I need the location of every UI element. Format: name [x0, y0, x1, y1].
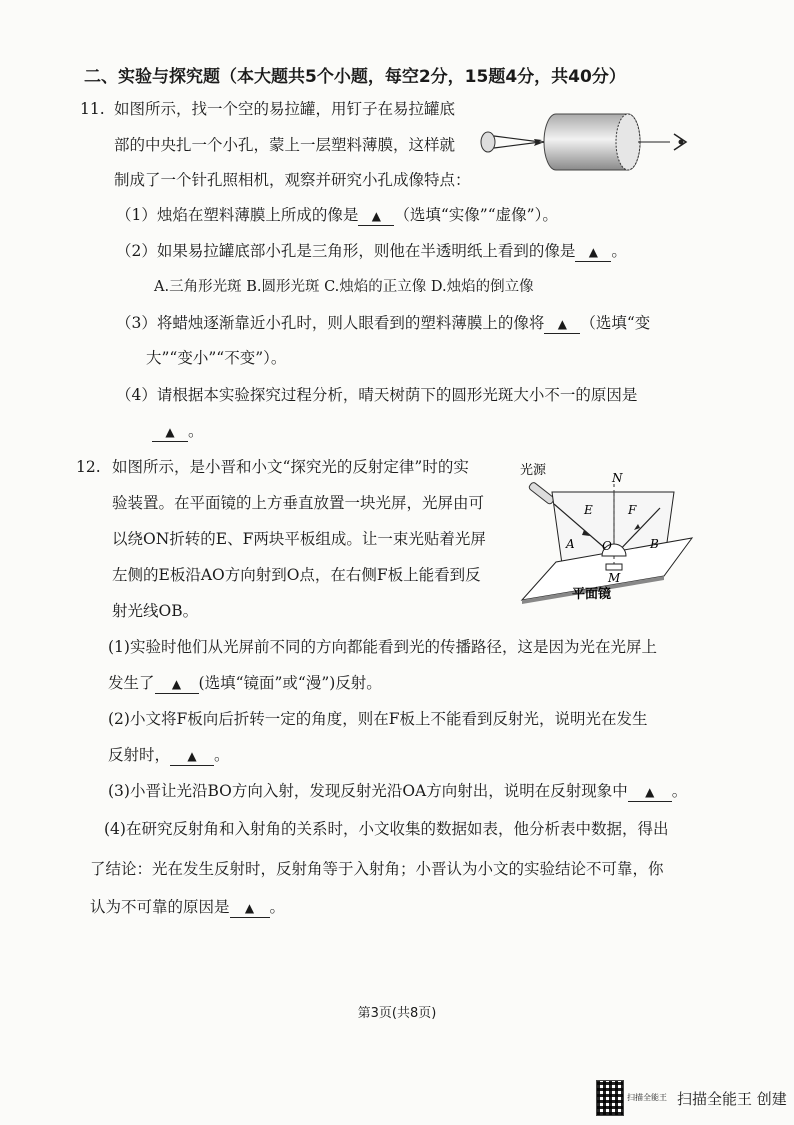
watermark-text: 扫描全能王 创建: [677, 1089, 787, 1108]
q12-stem-line-5: 射光线OB。: [112, 602, 199, 620]
q11-part-2-suffix: 。: [611, 242, 627, 260]
blank-mark: ▲: [244, 901, 255, 915]
answer-blank[interactable]: [628, 782, 672, 802]
light-source-label: 光源: [520, 463, 547, 478]
mirror-label: 平面镜: [572, 587, 612, 602]
label-f: F: [628, 503, 637, 517]
blank-mark: ▲: [171, 677, 182, 691]
q12-number: 12.: [76, 458, 101, 476]
pinhole-camera-figure: [478, 106, 710, 172]
blank-mark: ▲: [588, 245, 598, 259]
answer-blank[interactable]: [155, 674, 199, 694]
answer-blank[interactable]: [170, 746, 214, 766]
q11-number: 11.: [80, 100, 105, 118]
page-number-footer: 第3页(共8页): [357, 1006, 437, 1021]
q12-part-4-suffix: 。: [269, 898, 286, 916]
q12-stem-line-4: 左侧的E板沿AO方向射到O点，在右侧F板上能看到反: [112, 566, 481, 584]
section-title: 二、实验与探究题（本大题共5个小题，每空2分，15题4分，共40分）: [84, 67, 626, 87]
q12-part-4-text: 认为不可靠的原因是: [90, 898, 230, 916]
q11-part-4-suffix: 。: [188, 422, 204, 440]
q11-stem-line-3: 制成了一个针孔照相机，观察并研究小孔成像特点：: [114, 171, 471, 189]
q12-part-1-text: 发生了: [108, 674, 155, 692]
answer-blank[interactable]: [152, 422, 188, 442]
laser-pointer-shape: [528, 481, 555, 505]
scanner-watermark: [596, 1080, 787, 1116]
q11-part-2-text: （2）如果易拉罐底部小孔是三角形，则他在半透明纸上看到的像是: [116, 242, 576, 260]
answer-blank[interactable]: [230, 898, 270, 918]
q11-part-3-suffix: （选填“变: [580, 314, 651, 332]
blank-mark: ▲: [645, 785, 655, 799]
q11-stem-line-2: 部的中央扎一个小孔，蒙上一层塑料薄膜，这样就: [114, 136, 456, 154]
q11-part-4: （4）请根据本实验探究过程分析，晴天树荫下的圆形光斑大小不一的原因是: [116, 386, 638, 404]
q12-part-4: [90, 896, 285, 918]
q12-part-1-suffix: (选填“镜面”或“漫”)反射。: [198, 674, 382, 692]
reflection-experiment-figure: [514, 458, 694, 608]
q12-part-2-suffix: 。: [214, 746, 230, 764]
q11-stem-line-1: 如图所示，找一个空的易拉罐，用钉子在易拉罐底: [114, 100, 456, 118]
q11-part-1-suffix: （选填“实像”“虚像”）。: [394, 206, 558, 224]
candle-flame-shape: [481, 132, 495, 152]
blank-mark: ▲: [187, 749, 197, 763]
q11-part-3-text: （3）将蜡烛逐渐靠近小孔时，则人眼看到的塑料薄膜上的像将: [116, 314, 545, 332]
blank-mark: ▲: [165, 425, 175, 439]
q12-part-3-suffix: 。: [671, 782, 688, 800]
q12-part-3-text: (3)小晋让光沿BO方向入射，发现反射光沿OA方向射出，说明在反射现象中: [108, 782, 628, 800]
answer-blank[interactable]: [575, 242, 611, 262]
q11-part-2: [116, 240, 627, 262]
q12-stem-line-1: 如图所示，是小晋和小文“探究光的反射定律”时的实: [112, 458, 469, 476]
q12-stem-line-3: 以绕ON折转的E、F两块平板组成。让一束光贴着光屏: [112, 530, 486, 548]
q11-part-1: [116, 204, 558, 226]
q12-part-3: [108, 780, 687, 802]
q11-part-3-line-2: 大”“变小”“不变”）。: [146, 349, 287, 367]
label-o: O: [602, 539, 612, 553]
answer-blank[interactable]: [358, 206, 394, 226]
qr-code-icon: [596, 1080, 624, 1116]
q12-part-4-line-1: (4)在研究反射角和入射角的关系时，小文收集的数据如表，他分析表中数据，得出: [104, 820, 669, 838]
q12-part-2-line-1: (2)小文将F板向后折转一定的角度，则在F板上不能看到反射光，说明光在发生: [108, 710, 648, 728]
label-e: E: [584, 503, 593, 517]
label-a: A: [566, 537, 575, 551]
label-b: B: [650, 537, 659, 551]
answer-blank[interactable]: [544, 314, 580, 334]
blank-mark: ▲: [557, 317, 567, 331]
q12-part-1: [108, 672, 382, 694]
plastic-film-shape: [616, 114, 640, 170]
q12-stem-line-2: 验装置。在平面镜的上方垂直放置一块光屏，光屏由可: [112, 494, 485, 512]
blank-mark: ▲: [371, 209, 381, 223]
q11-part-4-answer: [152, 420, 204, 442]
q12-part-2-text: 反射时，: [108, 746, 171, 764]
q12-part-4-line-2: 了结论：光在发生反射时，反射角等于入射角；小晋认为小文的实验结论不可靠，你: [90, 860, 664, 878]
q11-part-1-text: （1）烛焰在塑料薄膜上所成的像是: [116, 206, 359, 224]
q12-part-2: [108, 744, 230, 766]
q11-options: A.三角形光斑 B.圆形光斑 C.烛焰的正立像 D.烛焰的倒立像: [154, 279, 534, 295]
q12-part-1-line-1: (1)实验时他们从光屏前不同的方向都能看到光的传播路径，这是因为光在光屏上: [108, 638, 657, 656]
q11-part-3: [116, 312, 650, 334]
watermark-logo-text: 扫描全能王: [627, 1093, 667, 1102]
label-n: N: [612, 471, 623, 485]
label-m: M: [608, 571, 621, 585]
